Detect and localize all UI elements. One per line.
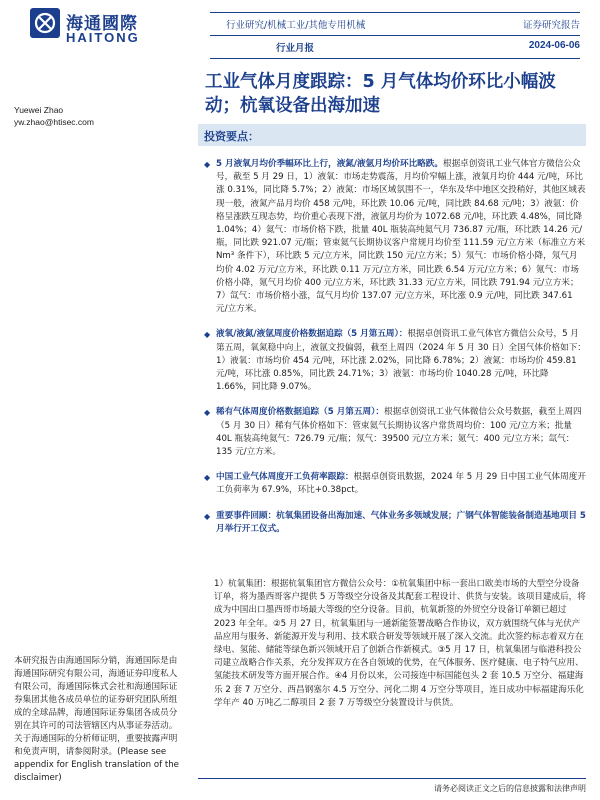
logo-text-cn: 海通國際 bbox=[66, 14, 138, 34]
author-name: Yuewei Zhao bbox=[14, 105, 64, 115]
bullet-lead: 液氧/液氮/液氩周度价格数据追踪（5 月第五周）： bbox=[216, 329, 408, 340]
bullet-list bbox=[204, 158, 586, 536]
author-block bbox=[14, 104, 94, 128]
disclaimer-text: 本研究报告由海通国际分销，海通国际是由海通国际研究有限公司，海通证券印度私人有限公司，海通国际株式会社和海通国际证券集团其他各成员单位的证券研究团队所组成的全球品牌，海通国际证券集团各成员分别在其许可的司法管辖区内从事证券活动。关于海通国际的分析师证明，重要披露声明和免责声明，请参阅附录。(Please see appendix for English translation of the disclaimer) bbox=[14, 656, 179, 783]
report-type: 行业月报 bbox=[275, 43, 314, 54]
bullet-item bbox=[204, 406, 586, 459]
report-series: 证券研究报告 bbox=[522, 20, 580, 31]
header-bottom-rule bbox=[210, 58, 580, 59]
bullet-text: 根据卓创资讯工业气体官方微信公众号，截至 5 月 29 日，1）液氧：市场走势震荡，月均价窄幅上涨，液氧月均价 444 元/吨，环比涨 0.31%，同比降 5.7%；2）液氮：市场区域氛围不一，华东及华中地区交投稍好，其他区域表现一般，液氮产品月均价 458 元/吨，环比跌 10.06 元/吨，同比跌 84.68 元/吨；3）液氩：价格呈涨跌互现态势，均价重心表现下滑，液氩月均价为 1072.68 元/吨，环比跌 4.48%，同比降 1.04%；4）氦气：市场价格下跌，批量 40L 瓶装高纯氦气月 736.87 元/瓶，环比跌 14.26 元/瓶，同比跌 921.07 元/瓶；管束氦气长期协议客户常规月均价至 111.59 元/立方米（标准立方米 Nm³ 条件下），环比跌 5 元/立方米，同比跌 150 元/立方米；5）氖气：市场价格小降，氖气月均价 4.02 万元/立方米，环比跌 0.11 万元/立方米，同比跌 6.54 万元/立方米；6）氪气：市场价格小降，氪气月均价 400 元/立方米，环比跌 31.33 元/立方米，同比跌 791.94 元/立方米；7）氙气：市场价格小涨，氙气月均价 137.07 元/立方米，环比涨 0.9 元/吨，同比跌 347.61 元/立方米。 bbox=[216, 159, 586, 315]
author-email[interactable]: yw.zhao@htisec.com bbox=[14, 117, 94, 127]
bullet-text: 根据卓创资讯工业气体微信公众号数据，截至上周四（5 月 30 日）稀有气体价格如下：管束氦气长期协议客户常货周均价：100 元/立方米；批量 40L 瓶装高纯氦气：726.79 元/瓶；氖气：39500 元/立方米；氪气：400 元/立方米；氙气：135 元/立方米。 bbox=[216, 407, 582, 458]
footer-rule bbox=[198, 778, 586, 779]
bullet-lead: 稀有气体周度价格数据追踪（5 月第五周）： bbox=[216, 407, 384, 418]
bullet-body bbox=[216, 510, 586, 536]
bullet-item bbox=[204, 471, 586, 497]
bullet-text: 根据卓创资讯工业气体官方微信公众号，5 月第五周，氧氮稳中向上，液氩文投偏弱，截至上周四（2024 年 5 月 30 日）全国气体价格如下：1）液氧：市场均价 454 元/吨，环比涨 2.02%，同比降 6.78%；2）液氮：市场均价 459.81 元/吨，环比涨 0.85%，同比跌 24.71%；3）液氩：市场均价 1040.28 元/吨，环比降 1.66%，同比降 9.07%。 bbox=[216, 329, 586, 393]
bullet-item bbox=[204, 328, 586, 394]
bullet-body bbox=[216, 328, 586, 394]
header-mid-rule bbox=[210, 35, 580, 36]
header-top-rule bbox=[210, 12, 580, 13]
bullet-dot-icon: ◆ bbox=[204, 473, 211, 483]
bullet-body bbox=[216, 471, 586, 497]
bullet-item bbox=[204, 510, 586, 536]
bullet-dot-icon: ◆ bbox=[204, 511, 211, 521]
bullet-dot-icon: ◆ bbox=[204, 408, 211, 418]
bullet-lead: 中国工业气体周度开工负荷率跟踪： bbox=[216, 472, 354, 483]
bullet-text: 根据卓创资讯数据，2024 年 5 月 29 日中国工业气体周度开工负荷率为 67.9%，环比+0.38pct。 bbox=[216, 472, 586, 496]
footer-notice: 请务必阅读正文之后的信息披露和法律声明 bbox=[434, 784, 586, 793]
event-paragraph: 1）杭氧集团：根据杭氧集团官方微信公众号：①杭氧集团中标一套出口欧美市场的大型空分设备订单，将为墨西哥客户提供 5 万等级空分设备及其配套工程设计、供货与安装。该项目建成后，将成为中国出口墨西哥市场最大等级的空分设备。目前，杭氧新签的外贸空分设备订单额已超过 2023 年全年。②5 月 27 日，杭氧集团与一通新能签署战略合作协议，双方就围绕气体与光伏产品应用与服务、新能源开发与利用、技术联合研发等领域开展了深入交流。此次签约标志着双方在绿电、氢能、储能等绿色新兴领域开启了创新合作新模式。③5 月 17 日，杭氧集团与临港科投公司建立战略合作关系，充分发挥双方在各自领域的优势，在气体服务、医疗健康、电子特气应用、氢能技术研发等方面开展合作。④4 月份以来，公司接连中标国能包头 2 套 10.5 万空分、福建海乐 2 套 7 万空分、西昌钢塞尔 4.5 万空分、河化二期 4 万空分等项目，连日成功中标福建海乐化学年产 40 万吨乙二醇项目 2 套 7 万等级空分装置设计与供货。 bbox=[214, 579, 586, 708]
key-points-heading: 投资要点： bbox=[204, 130, 259, 143]
bullet-dot-icon: ◆ bbox=[204, 160, 211, 169]
bullet-lead: 重要事件回顾：杭氧集团设备出海加速、气体业务多领域发展；广钢气体智能装备制造基地项目 5 月举行开工仪式。 bbox=[216, 510, 586, 534]
logo-text-en: HAITONG bbox=[66, 30, 140, 45]
haitong-logo-icon bbox=[30, 8, 60, 38]
bullet-lead: 5 月液氧月均价季幅环比上行，液氮/液氩月均价环比略跌。 bbox=[216, 159, 443, 169]
report-title: 工业气体月度跟踪：5 月气体均价环比小幅波动；杭氧设备出海加速 bbox=[205, 72, 556, 116]
bullet-body bbox=[216, 158, 586, 316]
bullet-item bbox=[204, 158, 586, 316]
bullet-dot-icon: ◆ bbox=[204, 330, 211, 340]
bullet-body bbox=[216, 406, 586, 459]
report-date: 2024-06-06 bbox=[528, 40, 580, 51]
report-category: 行业研究/机械工业/其他专用机械 bbox=[226, 20, 366, 31]
